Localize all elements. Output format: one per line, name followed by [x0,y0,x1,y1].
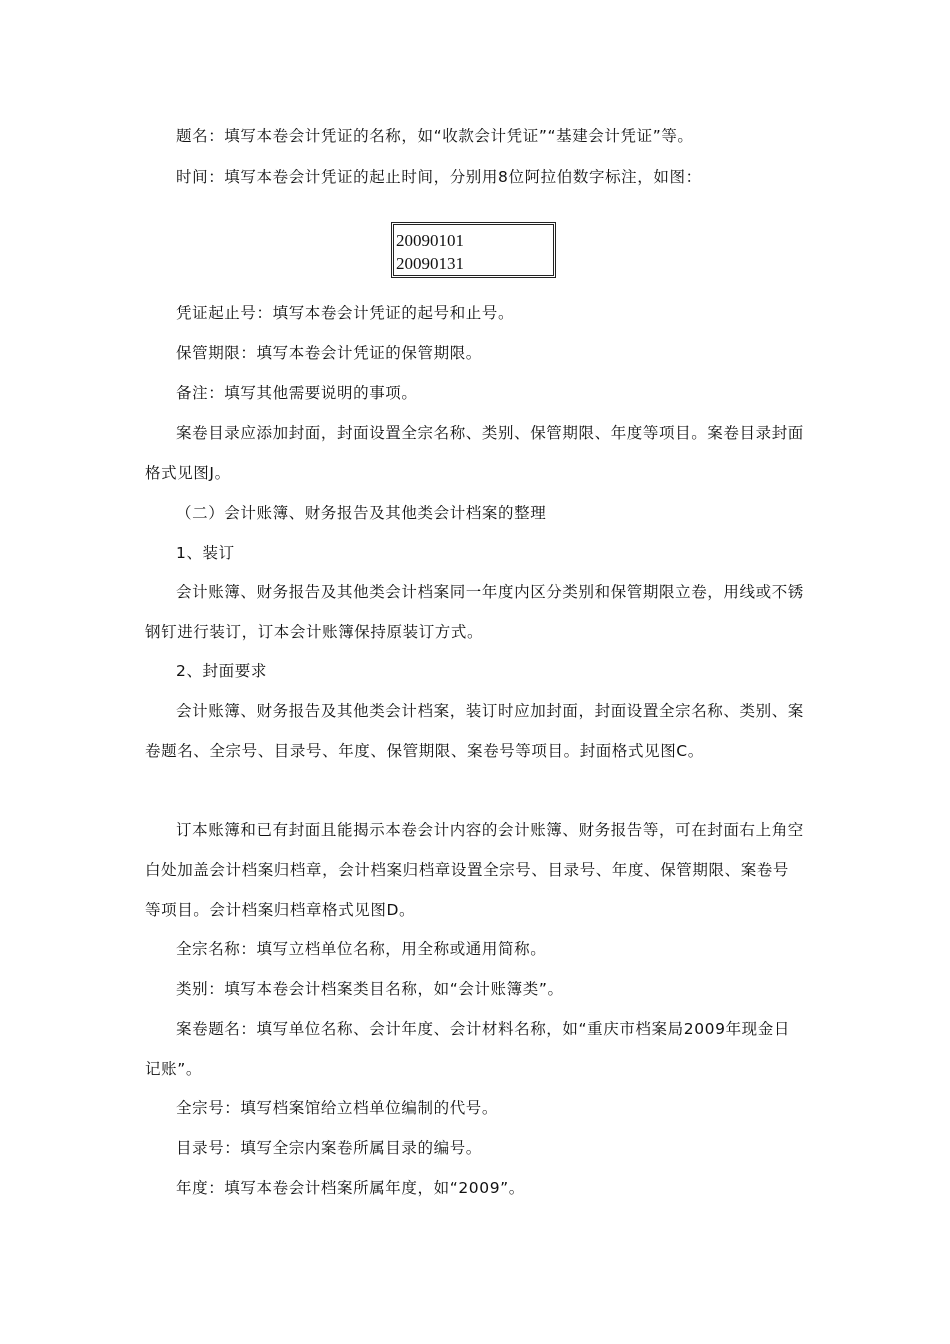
paragraph-archive-stamp: 订本账簿和已有封面且能揭示本卷会计内容的会计账簿、财务报告等，可在封面右上角空白处加盖会计档案归档章，会计档案归档章设置全宗号、目录号、年度、保管期限、案卷号等项目。会计档案归档章格式见图D。 [145,821,804,919]
date-start: 20090101 [396,231,464,250]
paragraph-retention-period: 保管期限：填写本卷会计凭证的保管期限。 [176,344,482,362]
section-heading-ledger: （二）会计账簿、财务报告及其他类会计档案的整理 [176,504,547,522]
paragraph-time-field: 时间：填写本卷会计凭证的起止时间，分别用8位阿拉伯数字标注，如图： [176,168,702,186]
date-end: 20090131 [396,254,464,273]
paragraph-catalog-cover: 案卷目录应添加封面，封面设置全宗名称、类别、保管期限、年度等项目。案卷目录封面格式见图J。 [145,424,804,482]
paragraph-binding: 会计账簿、财务报告及其他类会计档案同一年度内区分类别和保管期限立卷，用线或不锈钢钉进行装订，订本会计账簿保持原装订方式。 [145,583,804,641]
subheading-binding: 1、装订 [176,544,235,562]
paragraph-catalog-number: 目录号：填写全宗内案卷所属目录的编号。 [176,1139,482,1157]
paragraph-remarks: 备注：填写其他需要说明的事项。 [176,384,418,402]
paragraph-year: 年度：填写本卷会计档案所属年度，如“2009”。 [176,1179,525,1197]
paragraph-cover-requirements: 会计账簿、财务报告及其他类会计档案，装订时应加封面，封面设置全宗名称、类别、案卷题名、全宗号、目录号、年度、保管期限、案卷号等项目。封面格式见图C。 [145,702,804,760]
subheading-cover-requirements: 2、封面要求 [176,662,267,680]
paragraph-fonds-name: 全宗名称：填写立档单位名称，用全称或通用简称。 [176,940,547,958]
paragraph-fonds-number: 全宗号：填写档案馆给立档单位编制的代号。 [176,1099,499,1117]
date-range-box [393,224,554,276]
paragraph-file-title: 案卷题名：填写单位名称、会计年度、会计材料名称，如“重庆市档案局2009年现金日记账”。 [145,1020,790,1078]
paragraph-title-field: 题名：填写本卷会计凭证的名称，如“收款会计凭证”“基建会计凭证”等。 [176,127,694,145]
paragraph-voucher-number: 凭证起止号：填写本卷会计凭证的起号和止号。 [176,304,515,322]
paragraph-category: 类别：填写本卷会计档案类目名称，如“会计账簿类”。 [176,980,564,998]
